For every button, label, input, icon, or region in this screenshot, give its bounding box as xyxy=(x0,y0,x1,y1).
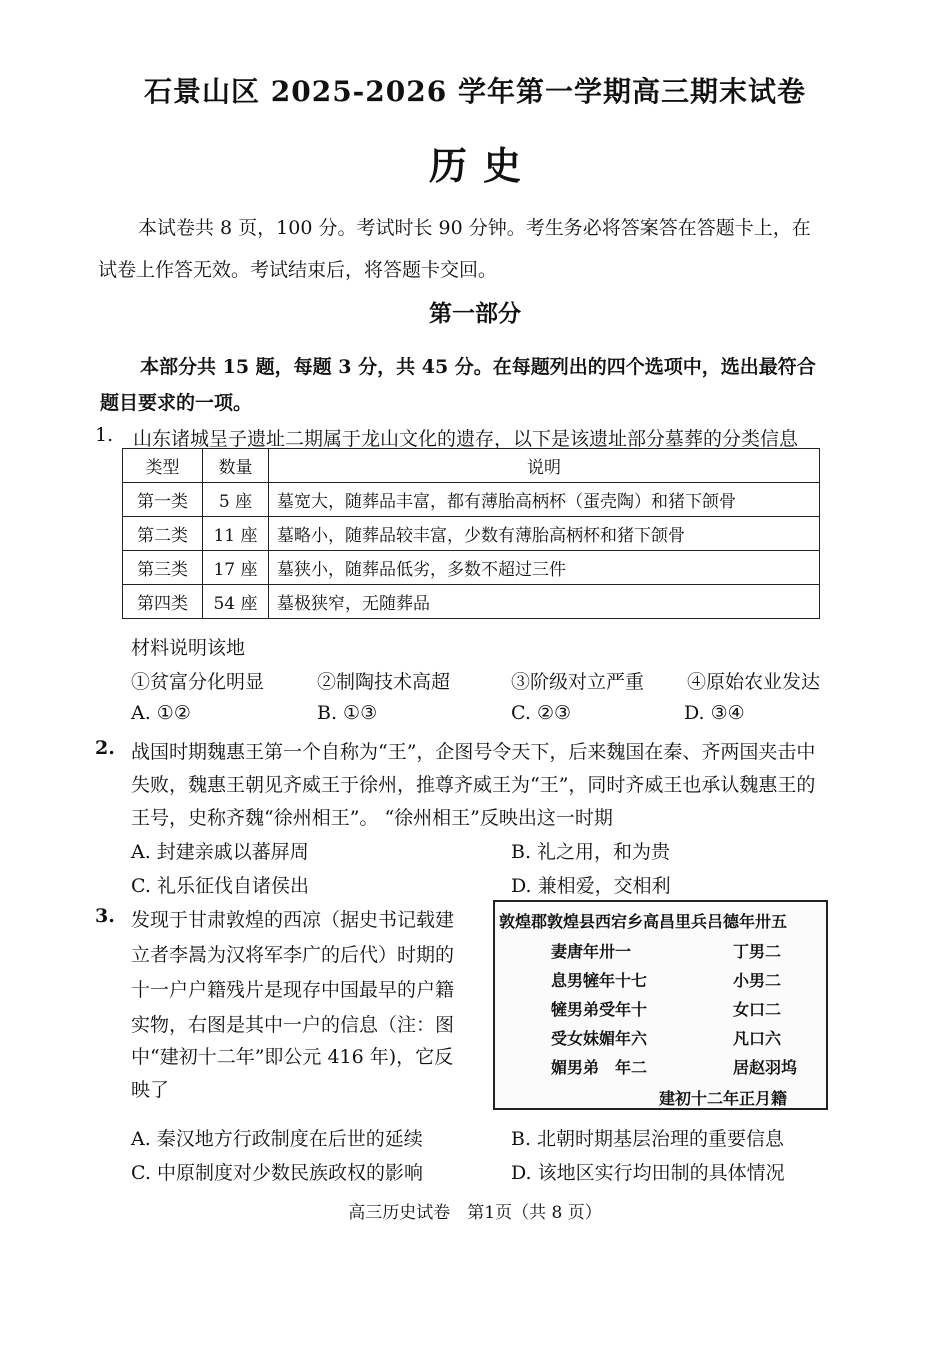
q3-line-6: 映了 xyxy=(131,1079,170,1101)
q1-statement-4: ④原始农业发达 xyxy=(687,671,821,693)
table-cell-count: 17 座 xyxy=(203,551,269,585)
table-cell-type: 第一类 xyxy=(123,483,203,517)
part1-intro-line-1: 本部分共 15 题，每题 3 分，共 45 分。在每题列出的四个选项中，选出最符合 xyxy=(140,356,816,378)
table-header-count: 数量 xyxy=(203,449,269,483)
q3-line-4: 实物，右图是其中一户的信息（注：图 xyxy=(131,1014,455,1036)
register-right-entry: 女口二 xyxy=(733,1000,782,1019)
q1-statement-2: ②制陶技术高超 xyxy=(317,671,451,693)
table-row xyxy=(123,585,820,619)
q3-line-1: 发现于甘肃敦煌的西凉（据史书记载建 xyxy=(131,909,455,931)
q1-stem: 山东诸城呈子遗址二期属于龙山文化的遗存，以下是该遗址部分墓葬的分类信息 xyxy=(133,428,799,450)
q2-option-c[interactable]: C. 礼乐征伐自诸侯出 xyxy=(131,875,309,897)
register-left-entry: 妻唐年卅一 xyxy=(551,942,632,961)
table-header-type: 类型 xyxy=(123,449,203,483)
subject-title: 历史 xyxy=(428,143,537,188)
q1-number: 1. xyxy=(95,424,114,446)
table-header-description: 说明 xyxy=(269,449,820,483)
table-cell-type: 第二类 xyxy=(123,517,203,551)
q2-line-3: 王号，史称齐魏“徐州相王”。 “徐州相王”反映出这一时期 xyxy=(131,807,613,829)
table-row xyxy=(123,483,820,517)
register-heading: 敦煌郡敦煌县西宕乡高昌里兵吕德年卅五 xyxy=(499,912,788,931)
q3-option-b[interactable]: B. 北朝时期基层治理的重要信息 xyxy=(511,1128,785,1150)
household-register-image xyxy=(493,900,828,1110)
register-left-entry: 㹌男弟受年十 xyxy=(551,1000,648,1019)
q2-line-1: 战国时期魏惠王第一个自称为“王”，企图号令天下，后来魏国在秦、齐两国夹击中 xyxy=(131,741,816,763)
exam-title: 石景山区 2025-2026 学年第一学期高三期末试卷 xyxy=(144,75,806,108)
q3-option-d[interactable]: D. 该地区实行均田制的具体情况 xyxy=(511,1162,785,1184)
q3-number: 3. xyxy=(95,905,115,927)
register-right-entry: 居赵羽坞 xyxy=(733,1058,798,1077)
table-cell-description: 墓狭小，随葬品低劣，多数不超过三件 xyxy=(269,551,820,585)
table-cell-description: 墓极狭窄，无随葬品 xyxy=(269,585,820,619)
q2-option-a[interactable]: A. 封建亲戚以蕃屏周 xyxy=(131,841,309,863)
table-header-row xyxy=(123,449,820,483)
table-cell-description: 墓宽大，随葬品丰富，都有薄胎高柄杯（蛋壳陶）和猪下颌骨 xyxy=(269,483,820,517)
page-footer: 高三历史试卷 第1页（共 8 页） xyxy=(348,1203,602,1223)
q3-option-c[interactable]: C. 中原制度对少数民族政权的影响 xyxy=(131,1162,423,1184)
q3-line-5: 中“建初十二年”即公元 416 年)，它反 xyxy=(131,1046,454,1068)
part1-heading: 第一部分 xyxy=(429,300,521,327)
register-left-entry: 受女妹媚年六 xyxy=(551,1029,648,1048)
q3-line-3: 十一户户籍残片是现存中国最早的户籍 xyxy=(131,979,455,1001)
q1-statement-1: ①贫富分化明显 xyxy=(131,671,265,693)
register-left-entry: 息男㹌年十七 xyxy=(551,971,648,990)
q3-line-2: 立者李暠为汉将军李广的后代）时期的 xyxy=(131,944,455,966)
table-cell-description: 墓略小，随葬品较丰富，少数有薄胎高柄杯和猪下颌骨 xyxy=(269,517,820,551)
table-cell-type: 第三类 xyxy=(123,551,203,585)
table-row xyxy=(123,551,820,585)
q1-option-d[interactable]: D. ③④ xyxy=(684,702,745,724)
q2-number: 2. xyxy=(95,737,115,759)
q1-statement-3: ③阶级对立严重 xyxy=(511,671,645,693)
register-right-entry: 丁男二 xyxy=(733,942,782,961)
part1-intro-line-2: 题目要求的一项。 xyxy=(100,392,253,414)
q2-option-b[interactable]: B. 礼之用，和为贵 xyxy=(511,841,671,863)
q2-line-2: 失败，魏惠王朝见齐威王于徐州，推尊齐威王为“王”，同时齐威王也承认魏惠王的 xyxy=(131,774,816,796)
instructions-line-2: 试卷上作答无效。考试结束后，将答题卡交回。 xyxy=(98,259,498,281)
register-footer: 建初十二年正月籍 xyxy=(659,1089,788,1108)
register-right-entry: 小男二 xyxy=(733,971,782,990)
q3-option-a[interactable]: A. 秦汉地方行政制度在后世的延续 xyxy=(131,1128,423,1150)
q1-option-b[interactable]: B. ①③ xyxy=(317,702,378,724)
table-cell-type: 第四类 xyxy=(123,585,203,619)
q1-option-c[interactable]: C. ②③ xyxy=(511,702,572,724)
burial-table xyxy=(122,448,820,619)
q1-prompt: 材料说明该地 xyxy=(131,637,246,659)
table-cell-count: 54 座 xyxy=(203,585,269,619)
instructions-line-1: 本试卷共 8 页，100 分。考试时长 90 分钟。考生务必将答案答在答题卡上，在 xyxy=(138,217,811,239)
q2-option-d[interactable]: D. 兼相爱，交相利 xyxy=(511,875,671,897)
table-cell-count: 11 座 xyxy=(203,517,269,551)
table-cell-count: 5 座 xyxy=(203,483,269,517)
register-right-entry: 凡口六 xyxy=(733,1029,782,1048)
table-row xyxy=(123,517,820,551)
q1-option-a[interactable]: A. ①② xyxy=(131,702,191,724)
register-left-entry: 媚男弟 年二 xyxy=(551,1058,648,1077)
